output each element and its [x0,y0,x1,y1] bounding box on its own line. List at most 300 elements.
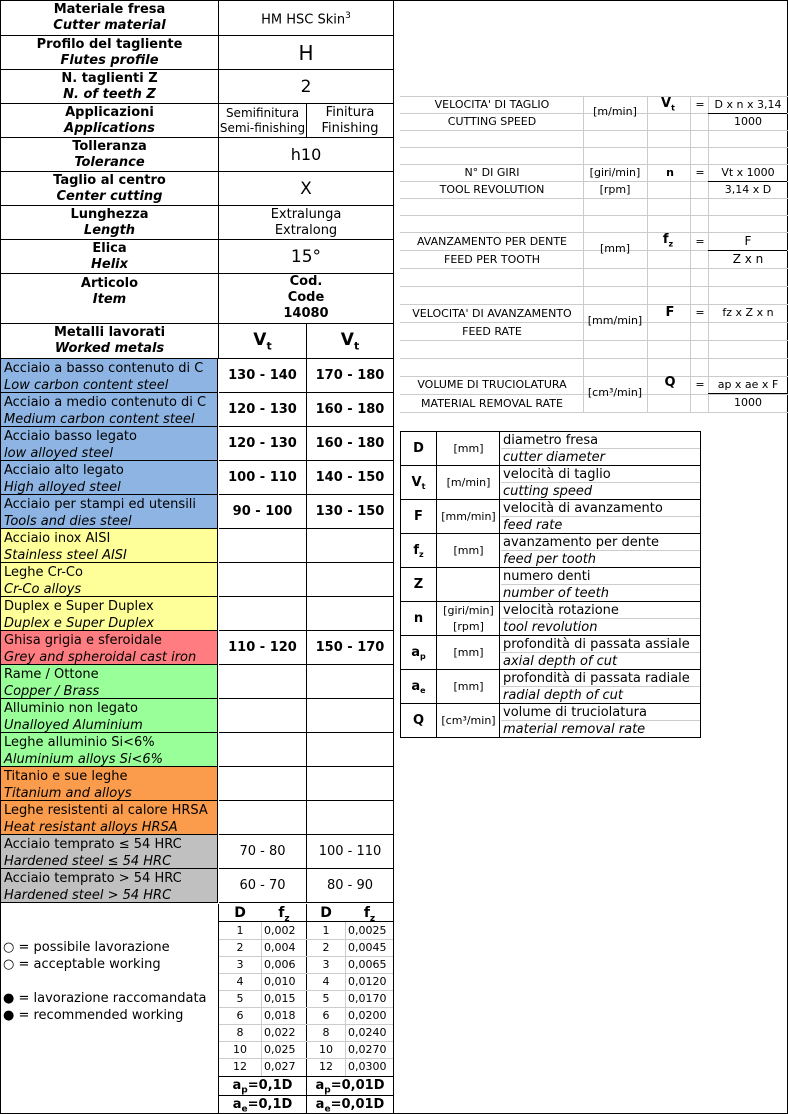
length-value [219,206,394,240]
feed-cell: 0,002 [264,924,296,937]
glossary-symbol-main: F [414,509,423,524]
metal-vt-semi-11 [219,733,307,767]
metal-vt-semi-7 [219,597,307,631]
removal-rate-en: MATERIAL REMOVAL RATE [421,397,563,410]
feed-cell: 10 [233,1043,247,1056]
center-cutting-label-en: Center cutting [56,188,163,204]
metal-vt-fin-4: 130 - 150 [307,495,394,529]
formula-grid-vline [690,96,691,412]
metal-vt-fin-5 [307,529,394,563]
feed-cell: 0,018 [264,1009,296,1022]
glossary-symbol [401,568,437,601]
ae-semi-value: =0,1D [247,1097,293,1112]
glossary-unit-main: [mm] [453,543,484,557]
glossary-unit-main: [giri/min] [443,603,494,617]
item-label-it: Articolo [80,276,139,291]
item-cod: Cod. [289,274,323,289]
glossary-symbol-sub: e [420,686,426,695]
metal-name-it: Ghisa grigia e sferoidale [4,633,162,648]
helix-label-en: Helix [91,256,128,272]
metal-name-5 [1,529,218,563]
revolution-den: 3,14 x D [724,183,772,196]
metal-name-7 [1,597,218,631]
metal-vt-semi-2: 120 - 130 [219,427,307,461]
glossary-symbol [401,432,437,465]
feed-cell: 0,0170 [348,992,387,1005]
vt-header-fin [307,324,394,359]
metal-vt-fin-11 [307,733,394,767]
cutting-speed-unit: [m/min] [593,105,637,118]
feed-tooth-den: Z x n [732,252,764,266]
formula-grid-line [400,96,788,97]
glossary-symbol-main: Q [412,713,425,728]
glossary-unit [438,500,500,533]
semi-finishing-it: Semifinitura [225,105,300,120]
glossary-row [401,602,700,636]
glossary-symbol [401,636,437,669]
feed-tooth-symbol [648,233,688,252]
item-value [219,274,394,324]
metals-header-it: Metalli lavorati [53,325,166,340]
feed-tooth-num: F [744,234,752,248]
metal-name-it: Acciaio temprato > 54 HRC [4,871,182,886]
vt-sub: t [353,339,360,353]
feed-cell: 6 [236,1009,244,1022]
cutting-speed-eq: = [695,98,705,111]
removal-rate-den: 1000 [734,396,762,409]
metal-name-11 [1,733,218,767]
metal-name-en: Duplex e Super Duplex [4,616,155,631]
glossary-desc-it: velocità di avanzamento [501,500,700,517]
tolerance-value: h10 [219,138,394,172]
metal-vt-semi-1: 120 - 130 [219,393,307,427]
metal-vt-fin-3: 140 - 150 [307,461,394,495]
a-symbol: a [232,1097,242,1112]
item-number: 14080 [283,306,329,321]
cutting-speed-den: 1000 [734,115,762,128]
metal-name-en: Grey and spheroidal cast iron [4,650,197,665]
fz-sub: z [284,913,290,924]
glossary-desc-it: numero denti [501,568,700,585]
feed-cell: 0,027 [264,1060,296,1073]
a-symbol: a [315,1078,325,1093]
glossary-unit-main: [mm] [453,679,484,693]
feed-cell: 3 [236,958,244,971]
feed-cell: 0,0120 [348,975,387,988]
metal-vt-fin-13 [307,801,394,835]
metal-vt-semi-12 [219,767,307,801]
length-value-it: Extralunga [270,206,342,222]
metal-vt-semi-13 [219,801,307,835]
metal-name-en: Hardened steel > 54 HRC [4,888,172,903]
formula-grid-line [400,358,788,359]
metal-name-en: low alloyed steel [4,446,114,461]
feed-cell: 3 [322,958,330,971]
feed-cell: 4 [322,975,330,988]
metal-name-en: Titanium and alloys [4,786,132,801]
finishing-en: Finishing [321,120,379,136]
glossary-desc [501,636,700,669]
metal-vt-fin-7 [307,597,394,631]
glossary-row [401,500,700,534]
left-column-border [393,0,394,904]
glossary-desc-it: velocità rotazione [501,602,700,619]
profile-label [1,36,219,70]
glossary-symbol-main: D [413,441,424,456]
glossary-desc-it: volume di truciolatura [501,704,700,721]
feed-cell: 1 [322,924,330,937]
cutting-speed-en: CUTTING SPEED [447,115,537,128]
length-label [1,206,219,240]
revolution-symbol: n [666,166,674,179]
metal-vt-fin-6 [307,563,394,597]
glossary-desc-en: feed per tooth [503,552,597,567]
feed-cell: 0,010 [264,975,296,988]
metal-name-it: Leghe alluminio Si<6% [4,735,155,750]
revolution-num: Vt x 1000 [721,166,775,179]
formula-grid-line [400,268,788,269]
feed-cell: 0,0270 [348,1043,387,1056]
legend-recommended-it: ● = lavorazione raccomandata [3,991,207,1006]
metal-name-it: Titanio e sue leghe [4,769,128,784]
metal-name-en: Hardened steel ≤ 54 HRC [4,854,172,869]
metal-name-it: Rame / Ottone [4,667,99,682]
formula-grid-line [400,286,788,287]
metal-name-en: Medium carbon content steel [4,412,195,427]
feed-cell: 5 [322,992,330,1005]
glossary-desc [501,466,700,499]
material-value [219,1,394,36]
feed-ap-line [218,1076,394,1077]
feed-cell: 0,004 [264,941,296,954]
item-label [1,274,219,324]
item-label-en: Item [92,292,127,307]
ap-fin-value: =0,01D [330,1078,385,1093]
vt-sub: t [266,339,272,353]
glossary-desc [501,500,700,533]
glossary-unit [438,432,500,465]
glossary-row [401,534,700,568]
formula-grid-line [400,147,788,148]
material-label-en: Cutter material [53,18,166,33]
vt-header-semi [219,324,307,359]
metal-vt-fin-12 [307,767,394,801]
glossary-desc-it: avanzamento per dente [501,534,700,551]
formula-grid-line [400,376,788,377]
revolution-fraction [708,181,787,182]
glossary-symbol-main: f [413,543,419,558]
metal-name-8 [1,631,218,665]
glossary-symbol [401,534,437,567]
glossary-unit-main: [m/min] [446,475,491,489]
metal-name-it: Leghe Cr-Co [4,565,83,580]
glossary-desc [501,602,700,635]
metal-name-3 [1,461,218,495]
feed-cell: 1 [236,924,244,937]
item-code: Code [287,290,325,305]
glossary-desc-en: number of teeth [503,586,609,601]
feed-tooth-it: AVANZAMENTO PER DENTE [416,235,568,248]
glossary-row [401,670,700,704]
metal-vt-semi-6 [219,563,307,597]
feed-cell: 2 [236,941,244,954]
feed-tooth-eq: = [695,235,705,248]
cutting-speed-fraction [708,113,787,114]
glossary-unit-main: [mm] [453,441,484,455]
metal-name-0 [1,359,218,393]
legend-possible-en: ○ = acceptable working [3,957,161,972]
fz-symbol: f [363,905,370,921]
semi-finishing-cell [219,104,307,138]
feed-cell: 5 [236,992,244,1005]
material-label-it: Materiale fresa [53,2,166,17]
glossary-row [401,466,700,500]
formula-grid-line [400,130,788,131]
legend-recommended-en: ● = recommended working [3,1008,184,1023]
removal-rate-symbol: Q [664,375,676,390]
ap-fin [307,1078,393,1099]
glossary-symbol-sub: p [420,652,426,661]
feed-rate-it: VELOCITA' DI AVANZAMENTO [412,307,572,320]
feed-tooth-en: FEED PER TOOTH [444,253,540,266]
material-value-sup: 3 [345,10,351,21]
metal-name-en: Unalloyed Aluminium [4,718,143,733]
glossary-unit [438,568,500,601]
metal-vt-fin-2: 160 - 180 [307,427,394,461]
cutting-speed-num: D x n x 3,14 [714,98,782,111]
a-symbol: a [232,1078,242,1093]
feed-cell: 0,022 [264,1026,296,1039]
metal-name-en: Aluminium alloys Si<6% [4,752,164,767]
glossary-symbol-sub: t [421,482,426,491]
length-label-en: Length [83,222,136,238]
glossary-unit-alt: [rpm] [453,619,484,633]
metal-name-en: Heat resistant alloys HRSA [4,820,178,835]
helix-value: 15° [219,240,394,274]
metal-name-12 [1,767,218,801]
metal-name-it: Alluminio non legato [4,701,139,716]
formula-grid-vline [647,96,648,412]
tolerance-label-en: Tolerance [74,154,145,170]
removal-rate-fraction [708,393,787,394]
metal-name-4 [1,495,218,529]
ae-semi [219,1097,306,1114]
metal-name-it: Acciaio a basso contenuto di C [4,361,204,376]
metal-name-it: Acciaio alto legato [4,463,124,478]
removal-rate-num: ap x ae x F [717,378,779,391]
finishing-cell [307,104,394,138]
glossary-symbol [401,602,437,635]
glossary-desc-it: profondità di passata radiale [501,670,700,687]
feed-cell: 12 [319,1060,333,1073]
metals-header [1,324,219,359]
ap-semi [219,1078,306,1099]
feed-border-right [393,904,394,1114]
glossary-desc [501,534,700,567]
metal-name-6 [1,563,218,597]
glossary-symbol [401,500,437,533]
formula-grid-line [400,215,788,216]
metal-vt-semi-5 [219,529,307,563]
center-cutting-label [1,172,219,206]
cutting-speed-it: VELOCITA' DI TAGLIO [434,98,550,111]
removal-rate-eq: = [695,378,705,391]
metal-name-it: Leghe resistenti al calore HRSA [4,803,208,818]
metal-name-1 [1,393,218,427]
feed-cell: 2 [322,941,330,954]
glossary-desc [501,670,700,703]
feed-cell: 8 [236,1026,244,1039]
glossary-desc-it: velocità di taglio [501,466,700,483]
glossary-unit-main: [mm/min] [441,509,496,523]
feed-cell: 4 [236,975,244,988]
feed-cell: 0,0065 [348,958,387,971]
teeth-label-en: N. of teeth Z [63,86,156,102]
metal-name-9 [1,665,218,699]
removal-rate-unit: [cm³/min] [587,386,643,399]
applications-label-it: Applicazioni [65,104,154,120]
metal-name-en: Stainless steel AISI [4,548,127,563]
glossary-unit-main: [mm] [453,645,484,659]
metal-vt-fin-8: 150 - 170 [307,631,394,665]
glossary-row [401,636,700,670]
metal-name-2 [1,427,218,461]
teeth-label [1,70,219,104]
tolerance-label [1,138,219,172]
applications-label [1,104,219,138]
metal-vt-semi-0: 130 - 140 [219,359,307,393]
ae-fin [307,1097,393,1114]
glossary-symbol-main: Z [413,577,424,592]
glossary-desc-it: profondità di passata assiale [501,636,700,653]
legend-possible-it: ○ = possibile lavorazione [3,940,170,955]
metal-vt-fin-10 [307,699,394,733]
length-value-en: Extralong [274,222,338,238]
a-symbol: a [315,1097,325,1112]
metal-name-14 [1,835,218,869]
e-sub: e [324,1104,331,1114]
feed-cell: 6 [322,1009,330,1022]
glossary-unit [438,602,500,635]
metal-vt-fin-14: 100 - 110 [307,835,394,869]
feed-rate-symbol: F [665,305,675,320]
glossary-row [401,704,700,738]
glossary-desc-en: material removal rate [503,722,646,737]
glossary-symbol-sub: z [419,550,424,559]
metal-vt-fin-15: 80 - 90 [307,869,394,903]
metal-name-en: Copper / Brass [4,684,100,699]
metal-vt-semi-4: 90 - 100 [219,495,307,529]
ap-semi-value: =0,1D [247,1078,293,1093]
glossary-symbol-main: V [411,475,422,490]
teeth-value: 2 [219,70,394,104]
cutting-speed-symbol [648,97,688,116]
glossary-unit [438,534,500,567]
applications-label-en: Applications [64,120,155,136]
e-sub: e [241,1104,248,1114]
feed-cell: 8 [322,1026,330,1039]
glossary-desc [501,432,700,465]
profile-label-it: Profilo del tagliente [36,36,183,52]
helix-label [1,240,219,274]
profile-label-en: Flutes profile [60,52,159,68]
metal-name-it: Acciaio inox AISI [4,531,111,546]
feed-cell: 0,025 [264,1043,296,1056]
metal-vt-semi-8: 110 - 120 [219,631,307,665]
formula-grid-line [400,412,788,413]
feed-tooth-fraction [708,250,787,251]
feed-cell: 0,015 [264,992,296,1005]
material-value-text: HM HSC Skin [261,12,346,28]
feed-cell: 10 [319,1043,333,1056]
feed-rate-unit: [mm/min] [587,314,643,327]
metal-name-en: Low carbon content steel [4,378,169,393]
feed-cell: 12 [233,1060,247,1073]
formula-grid-line [400,232,788,233]
fz-sym: f [662,232,669,247]
glossary-unit [438,704,500,737]
p-sub: p [241,1085,248,1096]
fz-sym-sub: z [668,239,674,249]
metal-vt-semi-15: 60 - 70 [219,869,307,903]
vt-symbol: V [253,329,267,350]
helix-label-it: Elica [92,240,127,256]
metal-name-it: Acciaio basso legato [4,429,137,444]
metal-name-it: Acciaio per stampi ed utensili [4,497,197,512]
feed-rate-eq: = [695,306,705,319]
revolution-unit2: [rpm] [599,183,631,196]
feed-rate-num: fz x Z x n [722,306,774,319]
feed-cell: 0,0045 [348,941,387,954]
revolution-en: TOOL REVOLUTION [439,183,545,196]
glossary-row [401,568,700,602]
finishing-it: Finitura [325,104,375,120]
vt-sym: V [661,96,672,111]
feed-rate-en: FEED RATE [462,325,522,338]
glossary-table [400,431,701,738]
vt-symbol: V [340,329,354,350]
metal-name-10 [1,699,218,733]
removal-rate-it: VOLUME DI TRUCIOLATURA [417,378,567,391]
glossary-desc-en: axial depth of cut [503,654,618,669]
fz-sub: z [369,913,376,924]
formula-grid-line [400,198,788,199]
feed-cell: 0,0300 [348,1060,387,1073]
feed-head-d-semi: D [234,905,246,921]
formula-grid-line [400,340,788,341]
metal-name-13 [1,801,218,835]
glossary-unit [438,670,500,703]
glossary-unit [438,636,500,669]
glossary-symbol-main: n [413,611,424,626]
metal-name-it: Acciaio a medio contenuto di C [4,395,207,410]
formula-grid-line [400,164,788,165]
glossary-desc [501,704,700,737]
feed-cell: 0,0025 [348,924,387,937]
fz-symbol: f [278,905,285,921]
feed-cell: 0,0200 [348,1009,387,1022]
revolution-it: N° DI GIRI [464,166,520,179]
metals-header-en: Worked metals [54,341,165,356]
glossary-unit-main: [cm³/min] [441,713,496,727]
metal-name-it: Acciaio temprato ≤ 54 HRC [4,837,182,852]
metal-name-en: Cr-Co alloys [4,582,82,597]
metal-vt-semi-9 [219,665,307,699]
glossary-row [401,432,700,466]
metal-vt-semi-3: 100 - 110 [219,461,307,495]
glossary-unit [438,466,500,499]
glossary-symbol-main: a [411,679,421,694]
